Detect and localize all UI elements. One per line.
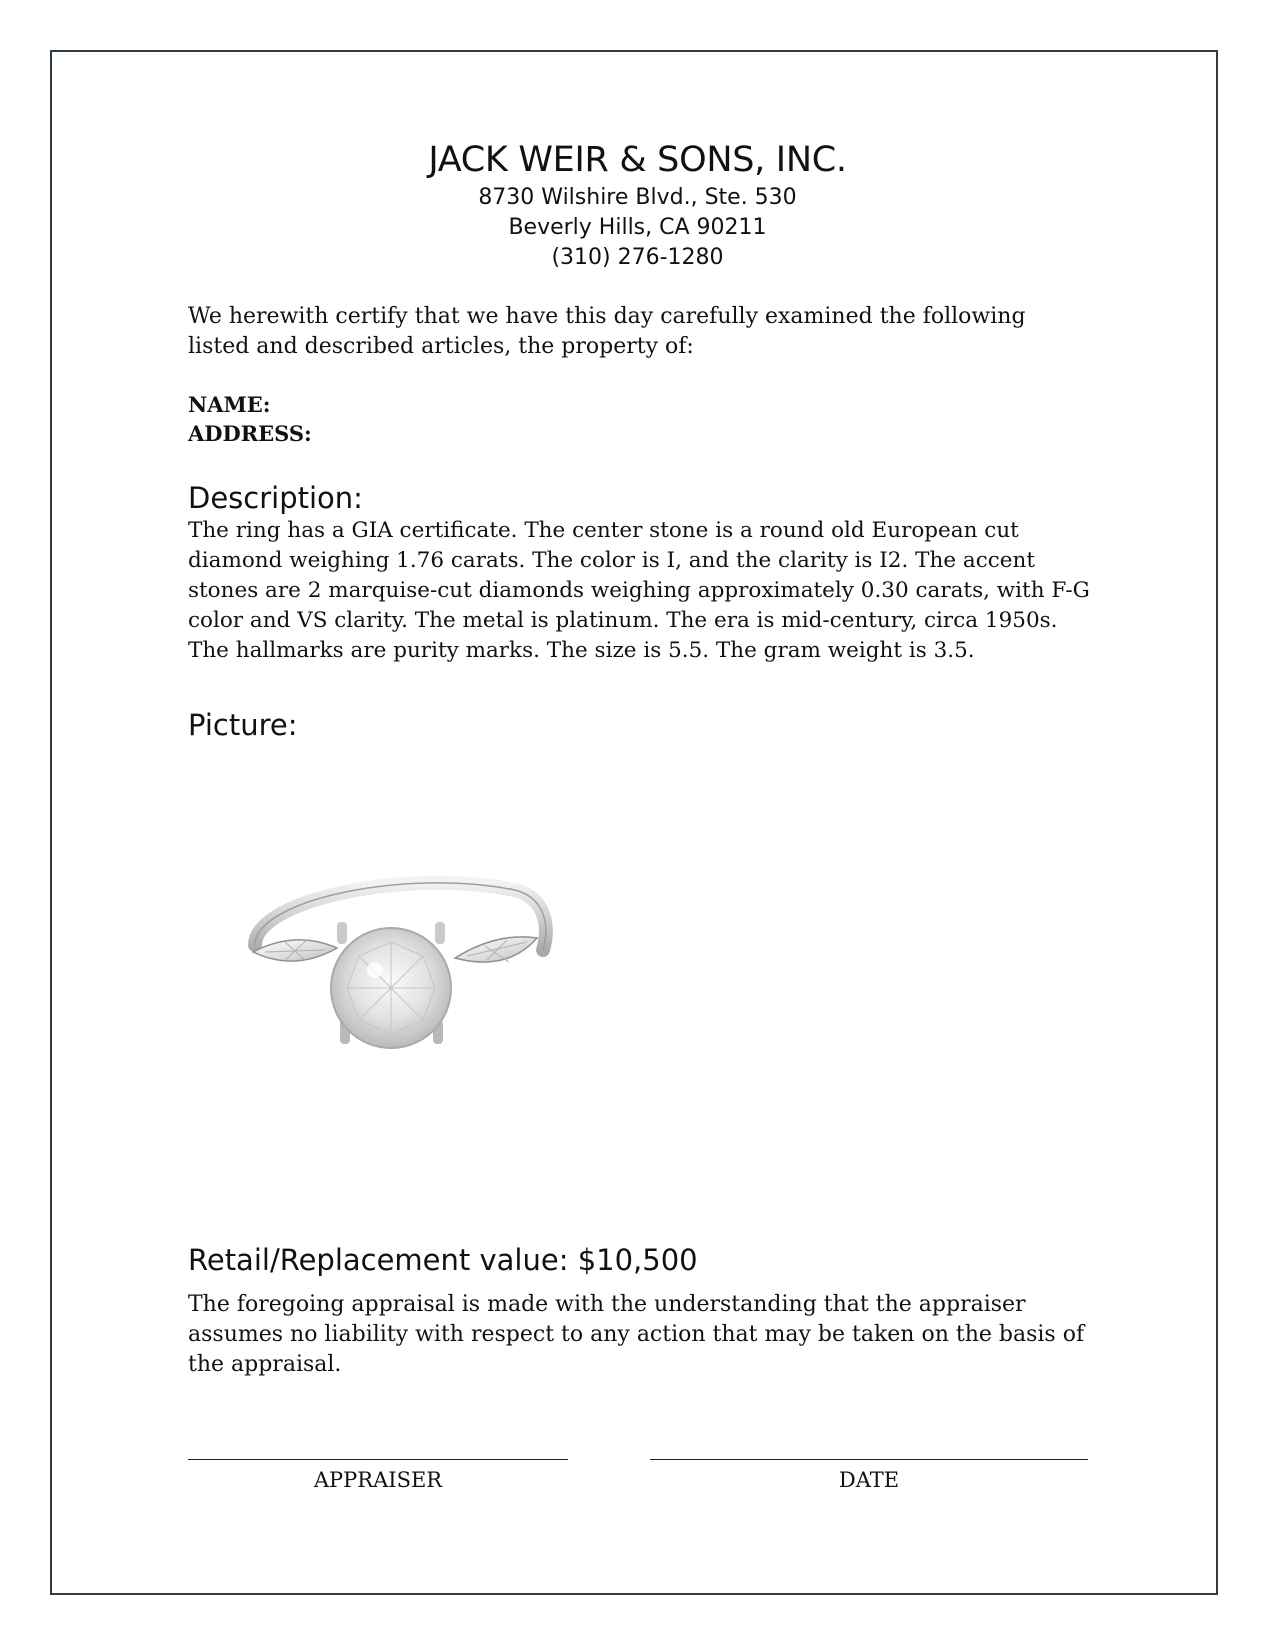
date-signature-line bbox=[650, 1459, 1088, 1460]
company-phone: (310) 276-1280 bbox=[551, 245, 724, 270]
picture-heading: Picture: bbox=[188, 708, 298, 742]
company-address-line2: Beverly Hills, CA 90211 bbox=[508, 215, 767, 240]
name-label: NAME: bbox=[188, 392, 271, 417]
certification-intro: We herewith certify that we have this day carefully examined the following listed and described articles, the property of: bbox=[188, 304, 1026, 359]
disclaimer-text: The foregoing appraisal is made with the understanding that the appraiser assumes no liability with respect to any action that may be taken on the basis of the appraisal. bbox=[188, 1292, 1085, 1377]
ring-photo bbox=[225, 860, 595, 1120]
appraiser-label: APPRAISER bbox=[313, 1468, 443, 1492]
ring-illustration bbox=[225, 860, 595, 1120]
description-text: The ring has a GIA certificate. The center stone is a round old European cut diamond weighing 1.76 carats. The color is I, and the clarity is I2. The accent stones are 2 marquise-cut diamonds weighing approximately 0.30 carats, with F-G color and VS clarity. The metal is platinum. The era is mid-century, circa 1950s. The hallmarks are purity marks. The size is 5.5. The gram weight is 3.5. bbox=[188, 518, 1090, 663]
description-heading: Description: bbox=[188, 481, 363, 515]
date-label: DATE bbox=[838, 1468, 900, 1492]
company-name: JACK WEIR & SONS, INC. bbox=[428, 140, 847, 180]
retail-value-heading: Retail/Replacement value: $10,500 bbox=[188, 1243, 698, 1277]
address-label: ADDRESS: bbox=[188, 421, 312, 446]
appraiser-signature-line bbox=[188, 1459, 568, 1460]
company-address-line1: 8730 Wilshire Blvd., Ste. 530 bbox=[478, 185, 797, 210]
